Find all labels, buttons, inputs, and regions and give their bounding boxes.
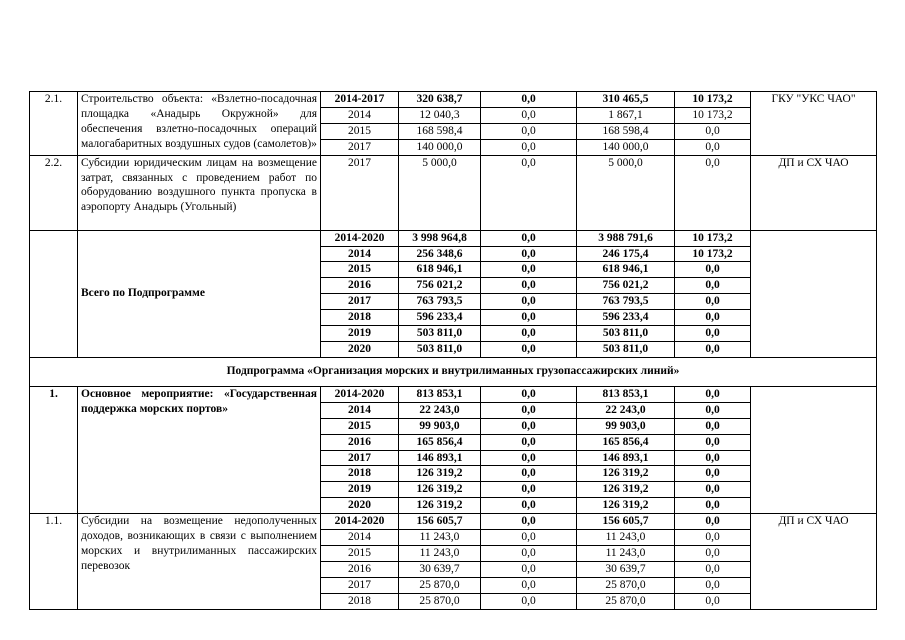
total-cell: 256 348,6 [399,246,481,262]
regional-cell: 1 867,1 [577,107,675,123]
federal-cell: 0,0 [481,230,577,246]
total-cell: 12 040,3 [399,107,481,123]
year-cell: 2018 [321,593,399,609]
federal-cell: 0,0 [481,545,577,561]
federal-cell: 0,0 [481,92,577,108]
year-cell: 2017 [321,139,399,155]
regional-cell: 156 605,7 [577,514,675,530]
regional-cell: 618 946,1 [577,262,675,278]
other-cell: 0,0 [675,262,751,278]
total-cell: 146 893,1 [399,450,481,466]
federal-cell: 0,0 [481,310,577,326]
federal-cell: 0,0 [481,139,577,155]
section-title: Подпрограмма «Организация морских и внутрилиманных грузопассажирских линий» [30,357,877,386]
year-cell: 2014 [321,246,399,262]
federal-cell: 0,0 [481,434,577,450]
regional-cell: 246 175,4 [577,246,675,262]
other-cell: 0,0 [675,466,751,482]
federal-cell: 0,0 [481,386,577,402]
regional-cell: 25 870,0 [577,577,675,593]
federal-cell: 0,0 [481,294,577,310]
year-cell: 2015 [321,418,399,434]
other-cell: 0,0 [675,294,751,310]
federal-cell: 0,0 [481,418,577,434]
federal-cell: 0,0 [481,155,577,230]
other-cell: 0,0 [675,123,751,139]
regional-cell: 5 000,0 [577,155,675,230]
federal-cell: 0,0 [481,450,577,466]
regional-cell: 813 853,1 [577,386,675,402]
table-row [30,155,877,230]
federal-cell: 0,0 [481,341,577,357]
regional-cell: 140 000,0 [577,139,675,155]
regional-cell: 503 811,0 [577,326,675,342]
total-cell: 126 319,2 [399,466,481,482]
other-cell: 0,0 [675,386,751,402]
federal-cell: 0,0 [481,498,577,514]
total-cell: 503 811,0 [399,341,481,357]
regional-cell: 126 319,2 [577,498,675,514]
total-cell: 11 243,0 [399,530,481,546]
year-cell: 2016 [321,434,399,450]
year-cell: 2018 [321,466,399,482]
regional-cell: 126 319,2 [577,482,675,498]
table-row [30,514,877,530]
total-cell: 165 856,4 [399,434,481,450]
executor-cell: ДП и СХ ЧАО [751,155,877,230]
other-cell: 0,0 [675,593,751,609]
total-label: Всего по Подпрограмме [78,230,321,357]
other-cell: 0,0 [675,310,751,326]
total-cell: 126 319,2 [399,482,481,498]
regional-cell: 25 870,0 [577,593,675,609]
federal-cell: 0,0 [481,530,577,546]
federal-cell: 0,0 [481,278,577,294]
regional-cell: 168 598,4 [577,123,675,139]
federal-cell: 0,0 [481,593,577,609]
total-cell: 813 853,1 [399,386,481,402]
other-cell: 0,0 [675,450,751,466]
federal-cell: 0,0 [481,402,577,418]
total-cell: 5 000,0 [399,155,481,230]
other-cell: 0,0 [675,139,751,155]
federal-cell: 0,0 [481,482,577,498]
regional-cell: 30 639,7 [577,561,675,577]
executor-cell: ГКУ "УКС ЧАО" [751,92,877,156]
year-cell: 2014 [321,402,399,418]
other-cell: 0,0 [675,514,751,530]
federal-cell: 0,0 [481,107,577,123]
other-cell: 0,0 [675,482,751,498]
year-cell: 2014-2017 [321,92,399,108]
other-cell: 10 173,2 [675,246,751,262]
total-cell: 503 811,0 [399,326,481,342]
year-cell: 2017 [321,450,399,466]
item-number: 1.1. [30,514,78,609]
year-cell: 2014-2020 [321,514,399,530]
item-number: 2.2. [30,155,78,230]
empty-cell [751,230,877,357]
federal-cell: 0,0 [481,466,577,482]
year-cell: 2015 [321,123,399,139]
other-cell: 0,0 [675,341,751,357]
total-cell: 596 233,4 [399,310,481,326]
other-cell: 0,0 [675,530,751,546]
other-cell: 10 173,2 [675,107,751,123]
federal-cell: 0,0 [481,262,577,278]
year-cell: 2017 [321,294,399,310]
item-name: Субсидии на возмещение недополученных доходов, возникающих в связи с выполнением морских и внутрилиманных пассажирских перевозок [78,514,321,609]
total-cell: 25 870,0 [399,577,481,593]
item-name: Основное мероприятие: «Государственная поддержка морских портов» [78,386,321,513]
table-row [30,386,877,402]
year-cell: 2017 [321,155,399,230]
federal-cell: 0,0 [481,123,577,139]
item-name: Субсидии юридическим лицам на возмещение затрат, связанных с проведением работ по оборудованию воздушного пункта пропуска в аэропорту Анадырь (Угольный) [78,155,321,230]
section-row [30,357,877,386]
item-name: Строительство объекта: «Взлетно-посадочная площадка «Анадырь Окружной» для обеспечения взлетно-посадочных операций малогабаритных воздушных судов (самолетов)» [78,92,321,156]
year-cell: 2020 [321,341,399,357]
year-cell: 2016 [321,561,399,577]
regional-cell: 11 243,0 [577,530,675,546]
year-cell: 2014-2020 [321,386,399,402]
table-row [30,92,877,108]
program-table [29,91,877,610]
other-cell: 0,0 [675,155,751,230]
regional-cell: 11 243,0 [577,545,675,561]
regional-cell: 503 811,0 [577,341,675,357]
regional-cell: 165 856,4 [577,434,675,450]
federal-cell: 0,0 [481,577,577,593]
year-cell: 2014-2020 [321,230,399,246]
other-cell: 0,0 [675,418,751,434]
total-cell: 156 605,7 [399,514,481,530]
regional-cell: 99 903,0 [577,418,675,434]
regional-cell: 3 988 791,6 [577,230,675,246]
year-cell: 2018 [321,310,399,326]
year-cell: 2016 [321,278,399,294]
other-cell: 10 173,2 [675,92,751,108]
federal-cell: 0,0 [481,514,577,530]
table-row [30,230,877,246]
regional-cell: 596 233,4 [577,310,675,326]
total-cell: 320 638,7 [399,92,481,108]
year-cell: 2014 [321,107,399,123]
year-cell: 2019 [321,482,399,498]
other-cell: 10 173,2 [675,230,751,246]
total-cell: 756 021,2 [399,278,481,294]
total-cell: 25 870,0 [399,593,481,609]
year-cell: 2015 [321,262,399,278]
year-cell: 2017 [321,577,399,593]
total-cell: 11 243,0 [399,545,481,561]
other-cell: 0,0 [675,402,751,418]
year-cell: 2015 [321,545,399,561]
federal-cell: 0,0 [481,561,577,577]
regional-cell: 763 793,5 [577,294,675,310]
item-number: 2.1. [30,92,78,156]
total-cell: 618 946,1 [399,262,481,278]
item-number: 1. [30,386,78,513]
year-cell: 2020 [321,498,399,514]
regional-cell: 756 021,2 [577,278,675,294]
other-cell: 0,0 [675,434,751,450]
total-cell: 763 793,5 [399,294,481,310]
total-cell: 99 903,0 [399,418,481,434]
total-cell: 126 319,2 [399,498,481,514]
federal-cell: 0,0 [481,326,577,342]
total-cell: 30 639,7 [399,561,481,577]
year-cell: 2014 [321,530,399,546]
other-cell: 0,0 [675,545,751,561]
empty-cell [30,230,78,357]
executor-cell: ДП и СХ ЧАО [751,514,877,609]
other-cell: 0,0 [675,326,751,342]
year-cell: 2019 [321,326,399,342]
regional-cell: 310 465,5 [577,92,675,108]
total-cell: 168 598,4 [399,123,481,139]
regional-cell: 146 893,1 [577,450,675,466]
other-cell: 0,0 [675,278,751,294]
federal-cell: 0,0 [481,246,577,262]
total-cell: 22 243,0 [399,402,481,418]
table-body [30,92,877,610]
regional-cell: 22 243,0 [577,402,675,418]
total-cell: 140 000,0 [399,139,481,155]
executor-cell [751,386,877,513]
other-cell: 0,0 [675,561,751,577]
other-cell: 0,0 [675,577,751,593]
regional-cell: 126 319,2 [577,466,675,482]
other-cell: 0,0 [675,498,751,514]
total-cell: 3 998 964,8 [399,230,481,246]
